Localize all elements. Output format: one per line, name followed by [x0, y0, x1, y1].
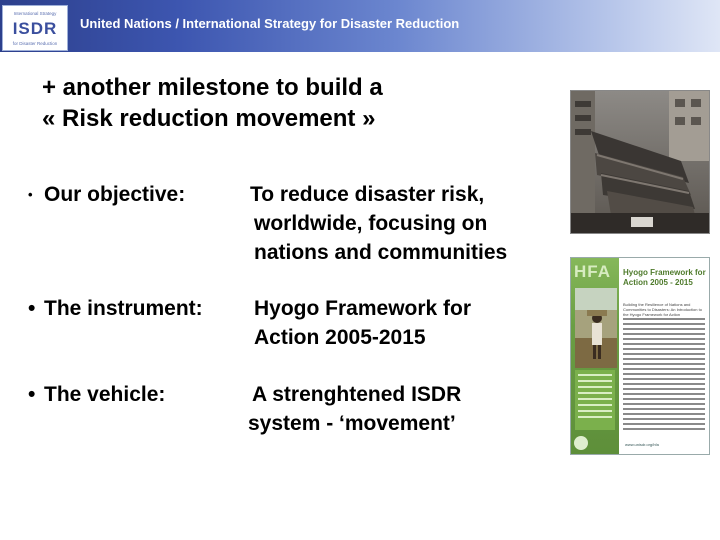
isdr-logo — [2, 5, 68, 51]
cover-hfa-label: HFA — [574, 262, 611, 281]
objective-value-line-3: nations and communities — [254, 241, 508, 264]
vehicle-value — [248, 380, 461, 438]
instrument-value — [254, 294, 471, 352]
instrument-value-line-2: Action 2005-2015 — [254, 326, 426, 349]
objective-value-line-2: worldwide, focusing on — [254, 212, 488, 235]
cover-photo — [575, 288, 617, 368]
objective-label: Our objective: — [44, 183, 186, 206]
cover-title: Hyogo Framework for Action 2005 - 2015 — [623, 268, 706, 287]
logo-text: ISDR — [12, 19, 58, 38]
objective-value — [248, 180, 507, 267]
vehicle-value-line-1: A strenghtened ISDR — [252, 383, 462, 406]
slide-title-line-1: + another milestone to build a — [42, 74, 383, 101]
slide-title — [42, 72, 562, 134]
cover-body-text — [623, 318, 705, 433]
slide-title-line-2: « Risk reduction movement » — [42, 105, 376, 132]
header-banner — [0, 0, 720, 52]
vehicle-row — [0, 380, 560, 440]
instrument-label: The instrument: — [44, 297, 203, 320]
header-title: United Nations / International Strategy for Disaster Reduction — [80, 16, 460, 31]
logo-small-top: International Strategy — [13, 11, 57, 16]
cover-subtitle: Building the Resilience of Nations and Communities to Disasters: An Introduction to the Hyogo Framework for Action — [623, 302, 702, 317]
bullet: • — [28, 187, 33, 202]
objective-row — [0, 180, 560, 270]
bullet: • — [28, 383, 36, 406]
cover-green-textbox — [575, 370, 615, 430]
instrument-row — [0, 294, 560, 354]
objective-value-line-1: To reduce disaster risk, — [250, 183, 485, 206]
instrument-value-line-1: Hyogo Framework for — [254, 297, 472, 320]
collapsed-building-photo — [570, 90, 710, 234]
logo-small-bottom: for Disaster Reduction — [12, 41, 58, 46]
vehicle-label: The vehicle: — [44, 383, 166, 406]
bullet: • — [28, 297, 36, 320]
hfa-cover-image — [570, 257, 710, 455]
cover-url: www.unisdr.org/hfa — [625, 442, 659, 447]
un-emblem-icon — [574, 436, 588, 450]
vehicle-value-line-2: system - ‘movement’ — [248, 412, 456, 435]
